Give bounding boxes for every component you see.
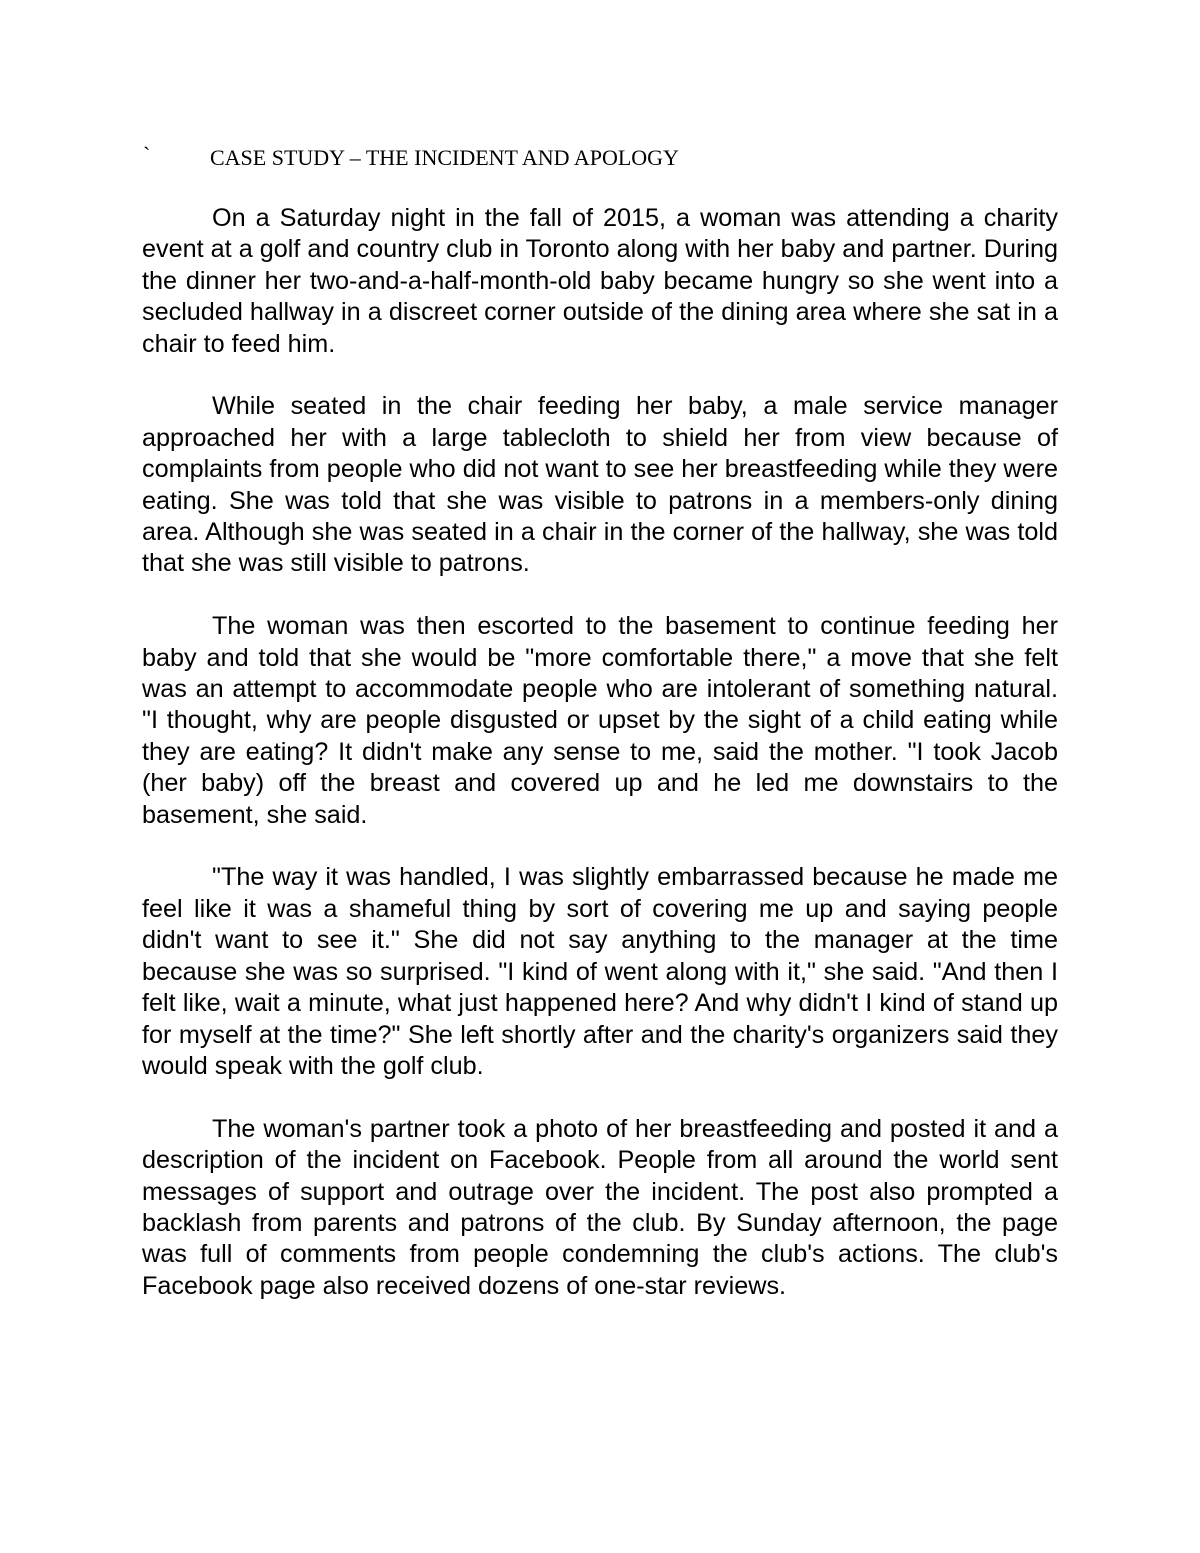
document-title: CASE STUDY – THE INCIDENT AND APOLOGY (210, 145, 679, 170)
paragraph-5: The woman's partner took a photo of her breastfeeding and posted it and a description of the incident on Facebook. People from all around the world sent messages of support and outrage over the incident. The post also prompted a backlash from parents and patrons of the club. By Sunday afternoon, the page was full of comments from people condemning the club's actions. The club's Facebook page also received dozens of one-star reviews. (142, 1114, 1058, 1300)
paragraph-4: "The way it was handled, I was slightly embarrassed because he made me feel like it was a shameful thing by sort of covering me up and saying people didn't want to see it." She did not say anything to the manager at the time because she was so surprised. "I kind of went along with it," she said. "And then I felt like, wait a minute, what just happened here? And why didn't I kind of stand up for myself at the time?" She left shortly after and the charity's organizers said they would speak with the golf club. (142, 863, 1058, 1080)
stray-mark: ` (143, 142, 151, 167)
paragraph-3: The woman was then escorted to the basement to continue feeding her baby and told that she would be "more comfortable there," a move that she felt was an attempt to accommodate people who are intolerant of something natural. "I thought, why are people disgusted or upset by the sight of a child eating while they are eating? It didn't make any sense to me, said the mother. "I took Jacob (her baby) off the breast and covered up and he led me downstairs to the basement, she said. (142, 612, 1058, 829)
paragraph-1: On a Saturday night in the fall of 2015, a woman was attending a charity event at a golf and country club in Toronto along with her baby and partner. During the dinner her two-and-a-half-month-old baby became hungry so she went into a secluded hallway in a discreet corner outside of the dining area where she sat in a chair to feed him. (142, 204, 1058, 358)
paragraph-2: While seated in the chair feeding her baby, a male service manager approached her with a large tablecloth to shield her from view because of complaints from people who did not want to see her breastfeeding while they were eating. She was told that she was visible to patrons in a members-only dining area. Although she was seated in a chair in the corner of the hallway, she was told that she was still visible to patrons. (142, 392, 1058, 578)
document-body (142, 203, 1058, 1334)
